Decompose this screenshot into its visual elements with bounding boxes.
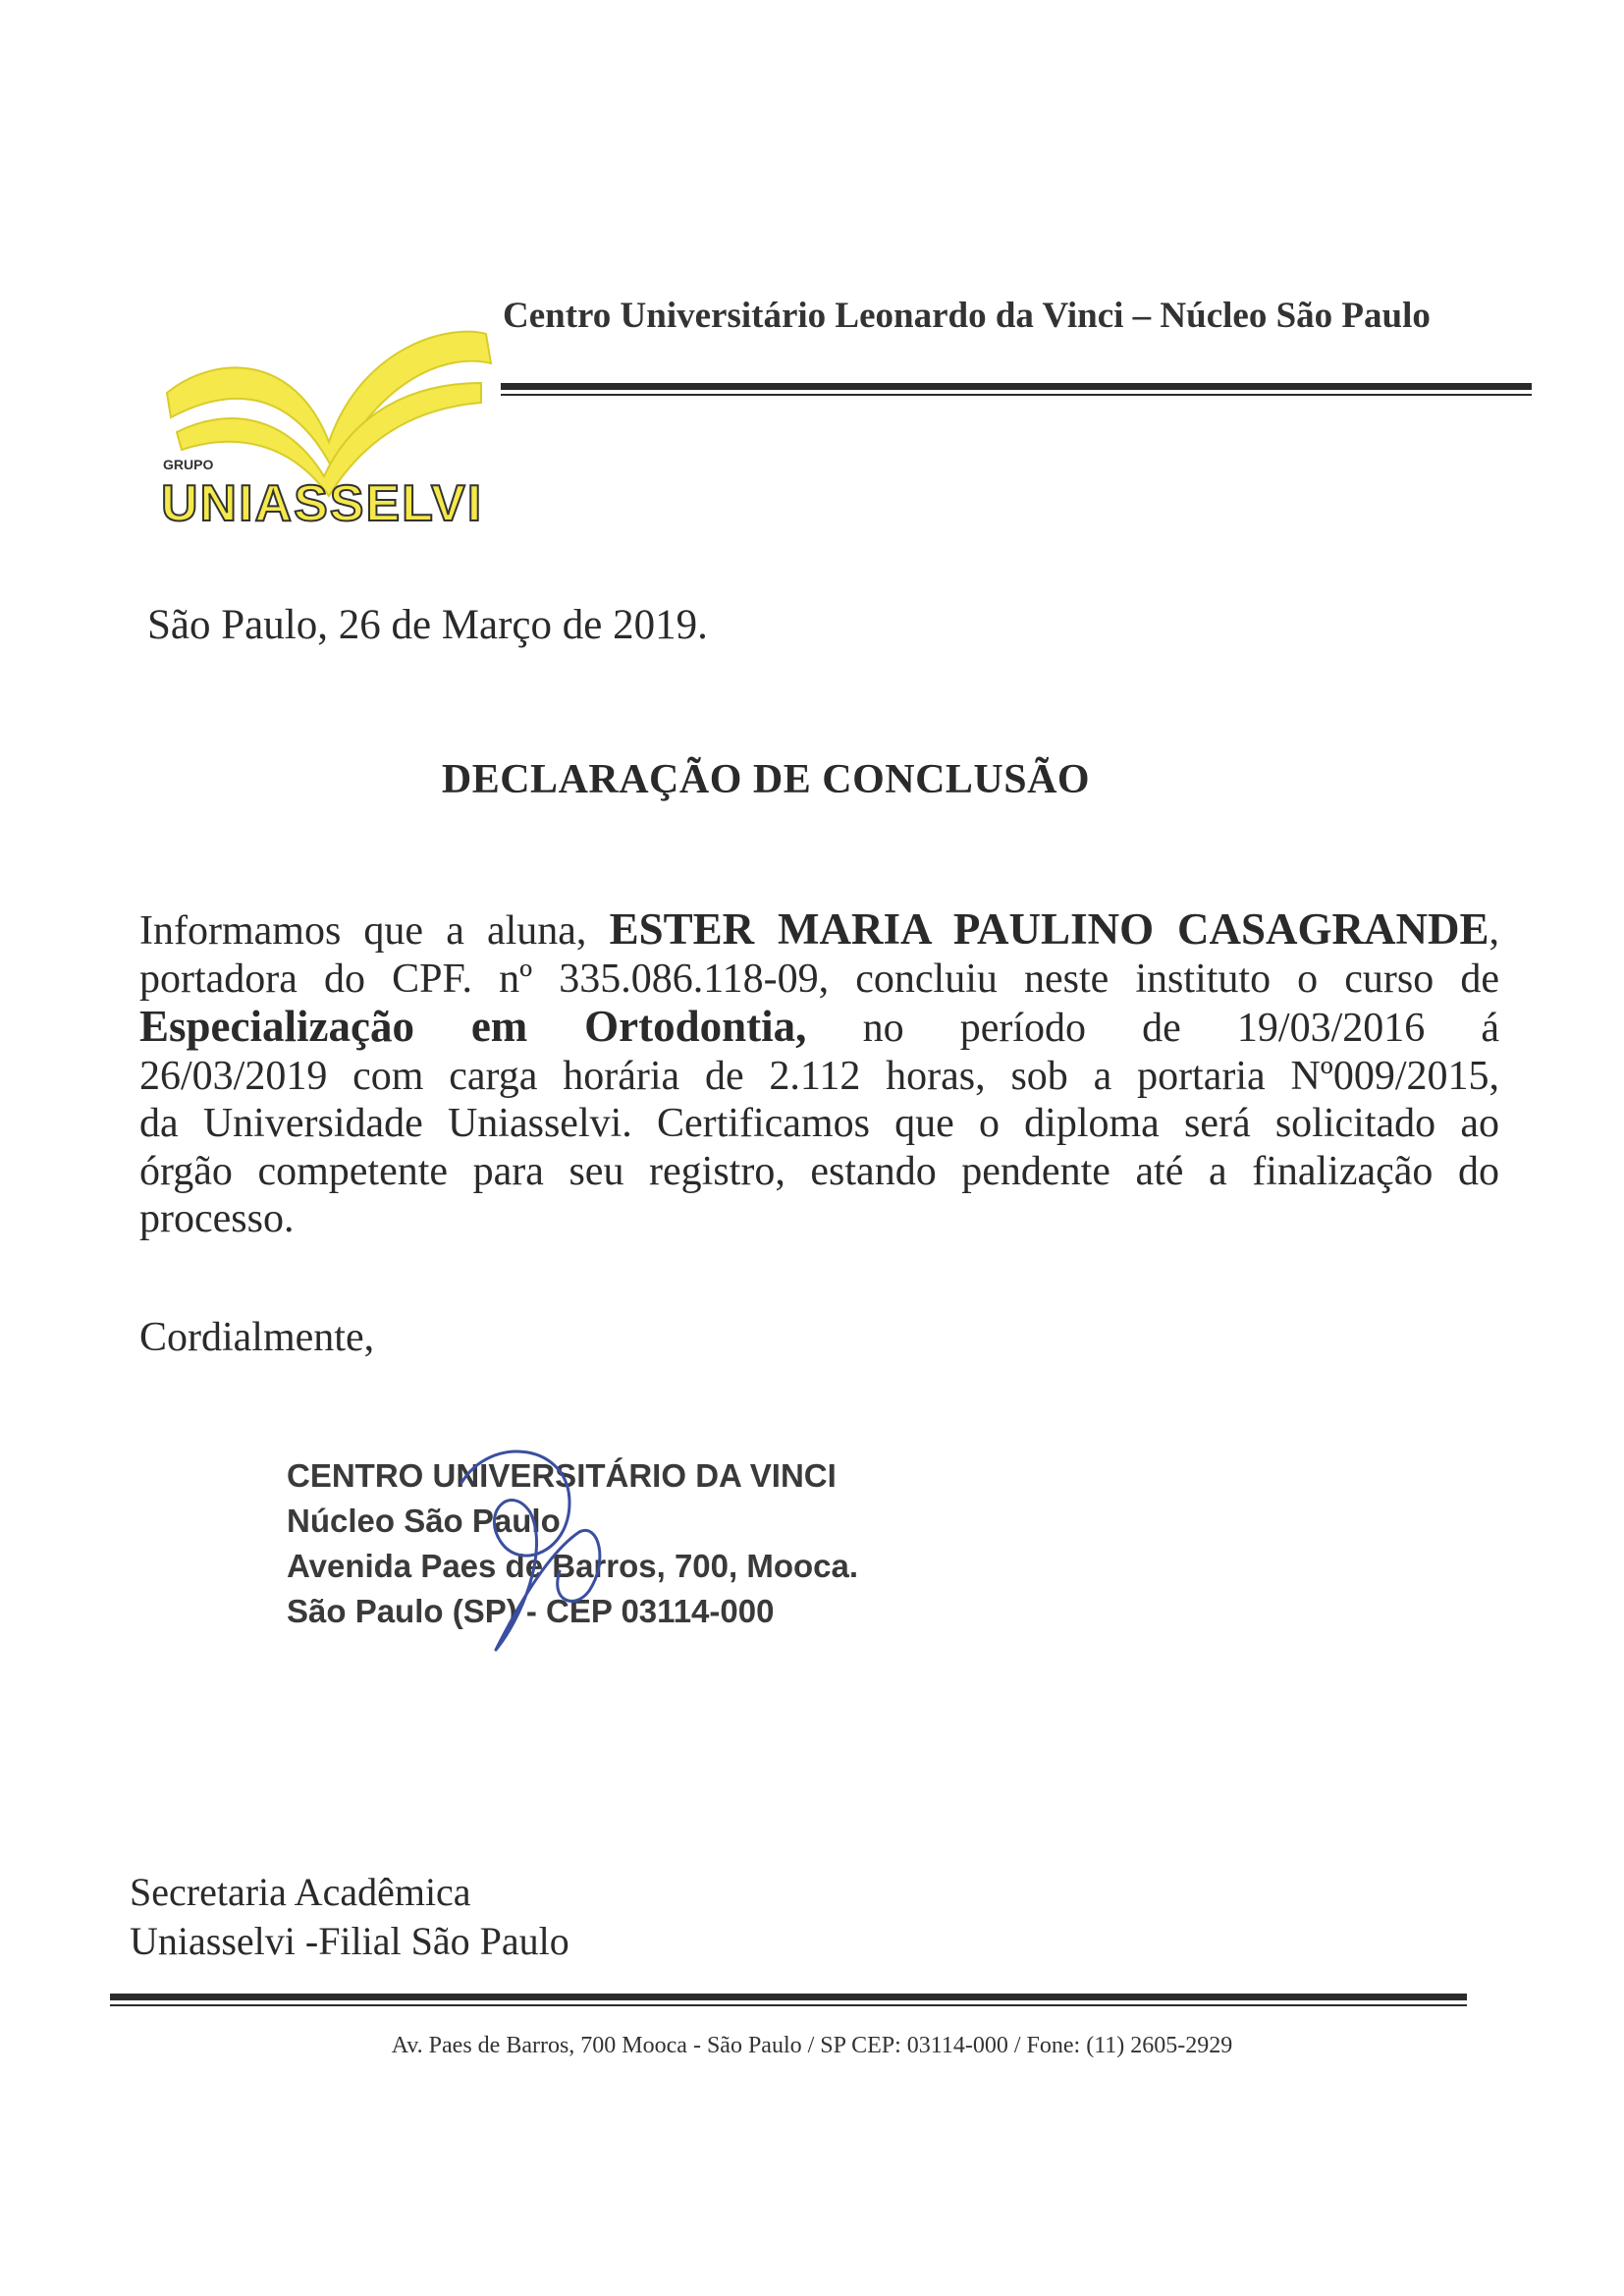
student-name: ESTER MARIA PAULINO CASAGRANDE	[609, 904, 1489, 954]
date-line: São Paulo, 26 de Março de 2019.	[147, 602, 708, 648]
stamp-line-2: Núcleo São Paulo	[287, 1503, 561, 1539]
logo-graphic	[157, 324, 511, 540]
signature-block	[130, 1868, 569, 1966]
document-title: DECLARAÇÃO DE CONCLUSÃO	[441, 757, 1091, 802]
closing: Cordialmente,	[139, 1315, 375, 1360]
institution-title: Centro Universitário Leonardo da Vinci – Núcleo São Paulo	[503, 296, 1431, 336]
stamp-line-3: Avenida Paes de Barros, 700, Mooca.	[287, 1548, 859, 1584]
body-line-4: 26/03/2019 com carga horária de 2.112 horas, sob a portaria Nº009/2015,	[139, 1053, 1499, 1099]
course-name: Especialização em Ortodontia,	[139, 1002, 807, 1051]
stamp-line-1: CENTRO UNIVERSITÁRIO DA VINCI	[287, 1457, 837, 1494]
logo-name-text: UNIASSELVI	[161, 475, 484, 532]
header-divider	[501, 383, 1532, 396]
body-line-1: Informamos que a aluna, ESTER MARIA PAULINO CASAGRANDE,	[139, 904, 1499, 954]
signature-icon	[403, 1424, 638, 1669]
body-line-7: processo.	[139, 1196, 295, 1241]
stamp-line-4: São Paulo (SP) - CEP 03114-000	[287, 1593, 775, 1629]
body-line-2: portadora do CPF. nº 335.086.118-09, concluiu neste instituto o curso de	[139, 956, 1499, 1002]
declaration-body	[139, 905, 1499, 1243]
secretaria-line-1: Secretaria Acadêmica	[130, 1870, 471, 1914]
secretaria-line-2: Uniasselvi -Filial São Paulo	[130, 1919, 569, 1963]
footer-address: Av. Paes de Barros, 700 Mooca - São Paulo / SP CEP: 03114-000 / Fone: (11) 2605-2929	[391, 2033, 1233, 2058]
body-line-6: órgão competente para seu registro, estando pendente até a finalização do	[139, 1148, 1499, 1194]
body-line-5: da Universidade Uniasselvi. Certificamos que o diploma será solicitado ao	[139, 1101, 1499, 1146]
uniasselvi-logo	[157, 324, 511, 540]
body-line-3: Especialização em Ortodontia, no período de 19/03/2016 á	[139, 1002, 1500, 1051]
logo-group-text: GRUPO	[163, 457, 214, 472]
handwritten-signature	[403, 1424, 638, 1669]
footer-divider	[110, 1994, 1467, 2006]
